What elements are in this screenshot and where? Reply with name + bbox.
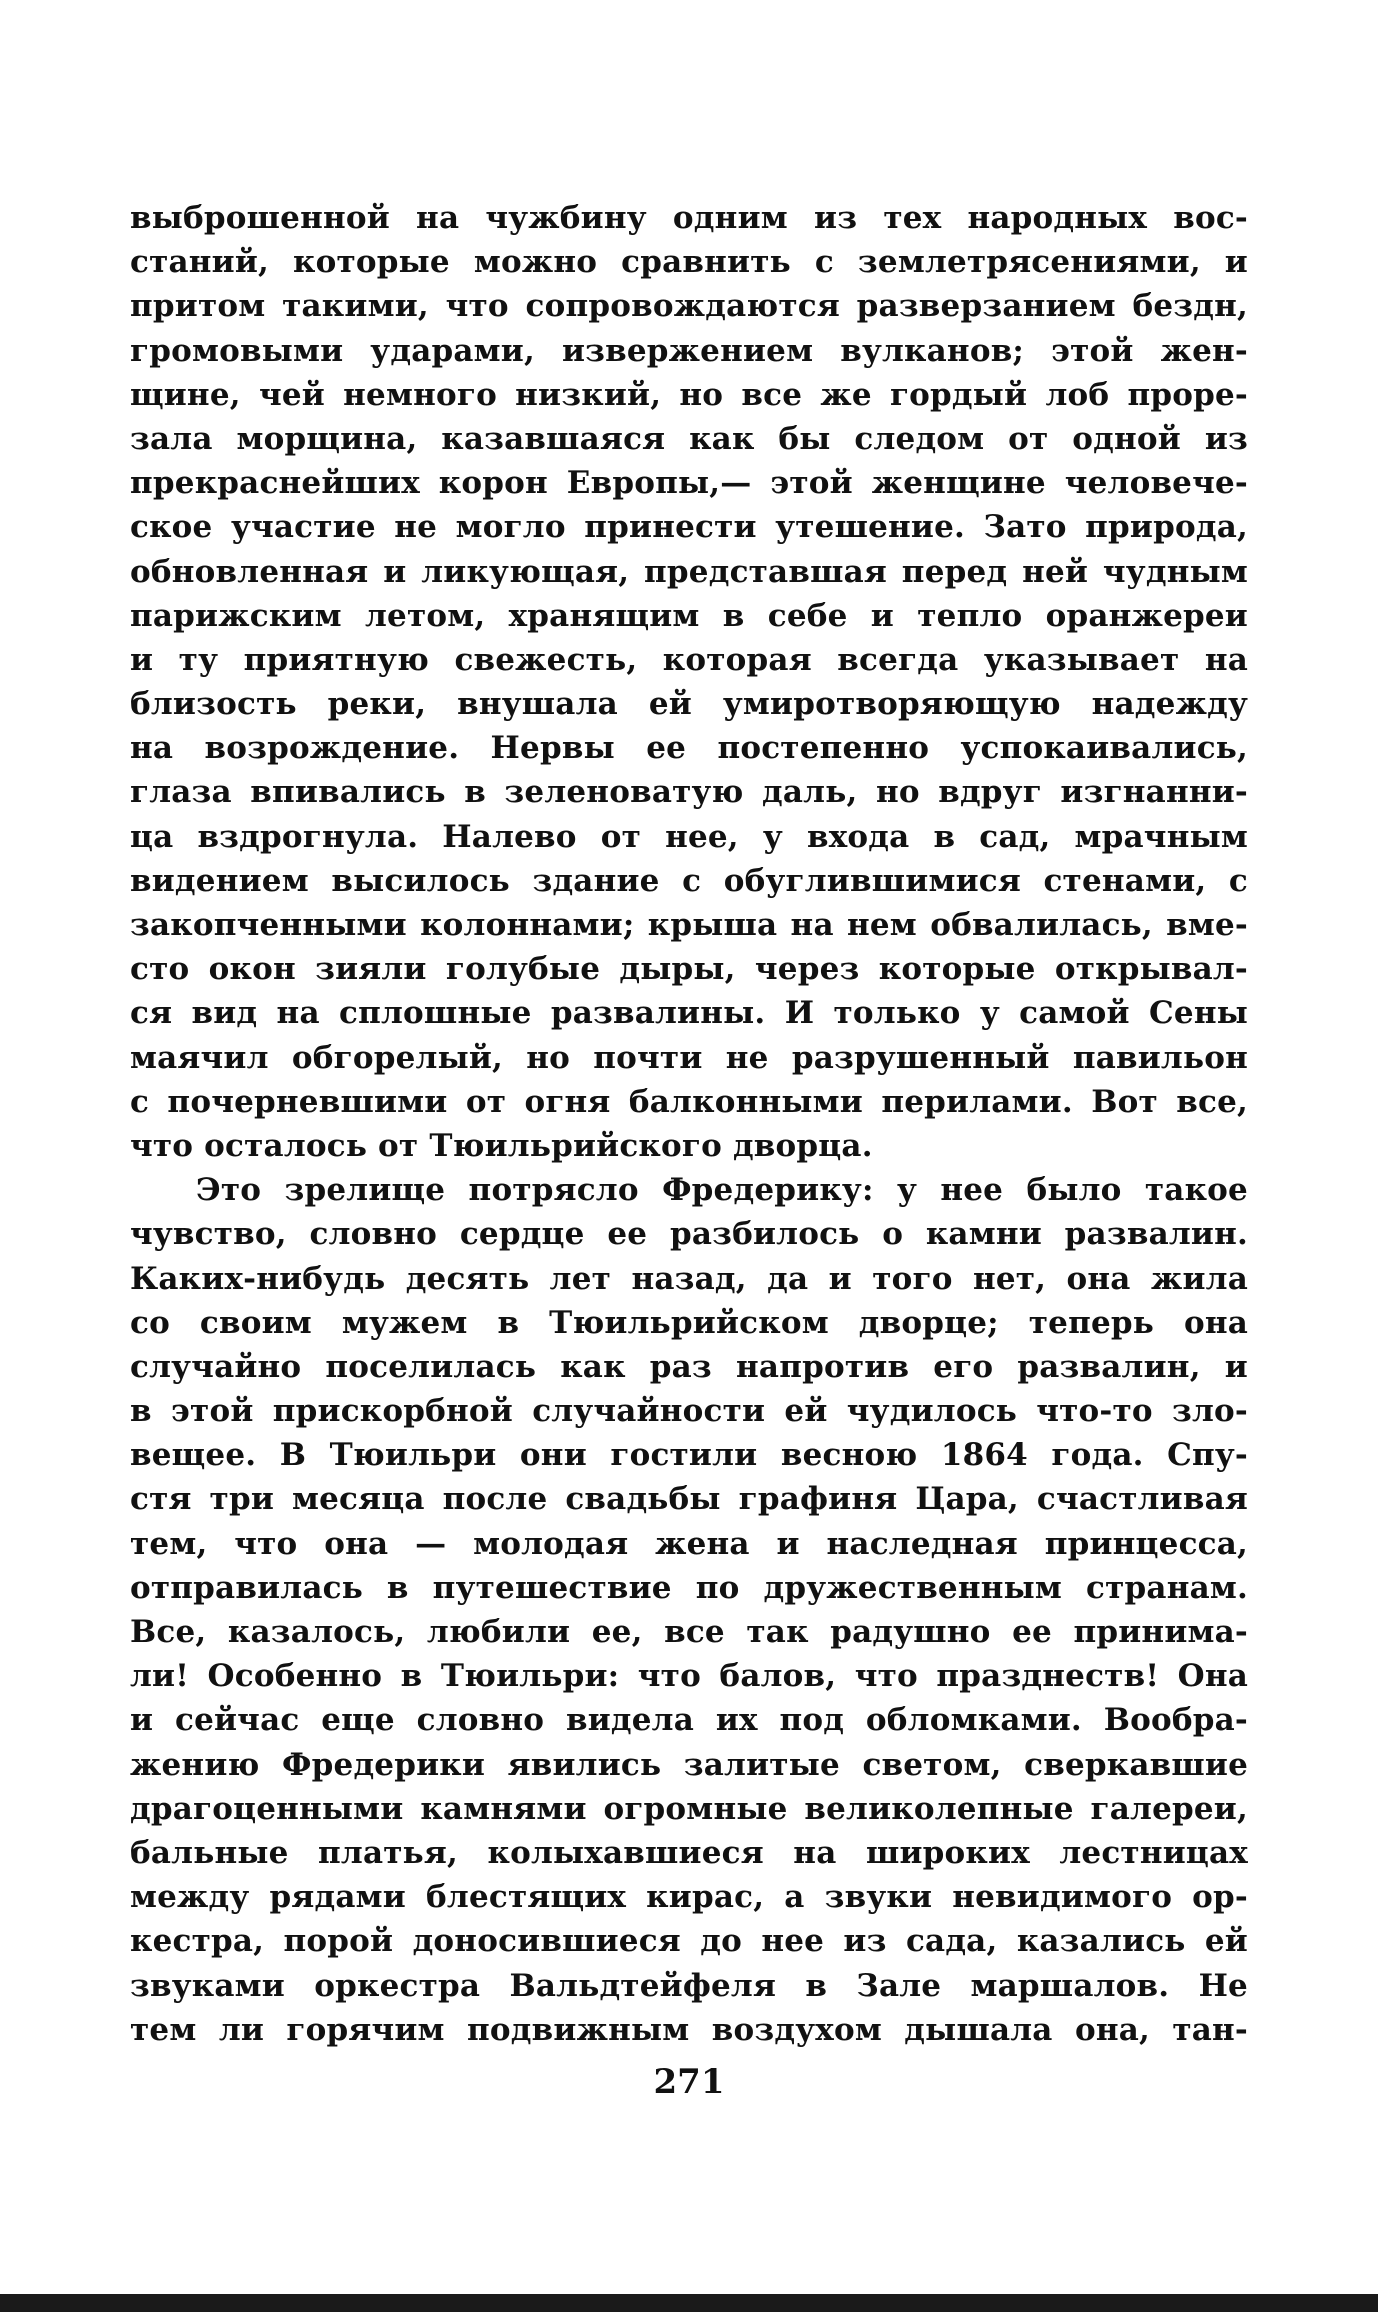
text-line: что осталось от Тюильрийского дворца. [130,1127,873,1164]
text-line: ли! Особенно в Тюильри: что балов, что празднеств! Она [130,1658,1248,1695]
text-line: со своим мужем в Тюильрийском дворце; теперь она [130,1304,1248,1341]
text-line: и ту приятную свежесть, которая всегда указывает на [130,641,1248,678]
text-line: ся вид на сплошные развалины. И только у самой Сены [130,995,1248,1032]
text-line: громовыми ударами, извержением вулканов; этой жен- [130,332,1248,369]
text-line: случайно поселилась как раз напротив его развалин, и [130,1348,1248,1385]
text-line: между рядами блестящих кирас, а звуки невидимого ор- [130,1879,1248,1916]
body-text [130,196,1248,2052]
text-line: кестра, порой доносившиеся до нее из сада, казались ей [130,1923,1248,1960]
text-line: притом такими, что сопровождаются разверзанием бездн, [130,288,1248,325]
text-line: Все, казалось, любили ее, все так радушно ее принима- [130,1614,1248,1650]
text-line: закопченными колоннами; крыша на нем обвалилась, вме- [130,907,1248,943]
text-line: щине, чей немного низкий, но все же гордый лоб проре- [130,376,1248,413]
text-line: ское участие не могло принести утешение. Зато природа, [130,509,1248,546]
text-line: тем ли горячим подвижным воздухом дышала она, тан- [130,2011,1248,2048]
text-line: бальные платья, колыхавшиеся на широких лестницах [130,1834,1248,1871]
text-line: видением высилось здание с обуглившимися стенами, с [130,862,1248,899]
text-line: маячил обгорелый, но почти не разрушенный павильон [130,1039,1248,1076]
text-line: зала морщина, казавшаяся как бы следом от одной из [130,420,1248,457]
text-line: прекраснейших корон Европы,— этой женщине человече- [130,465,1248,502]
text-line: станий, которые можно сравнить с землетрясениями, и [130,244,1248,281]
text-line: выброшенной на чужбину одним из тех народных вос- [130,200,1248,236]
text-line: жению Фредерики явились залитые светом, сверкавшие [130,1746,1248,1783]
text-line: отправилась в путешествие по дружественным странам. [130,1569,1248,1606]
text-line: парижским летом, хранящим в себе и тепло оранжереи [130,597,1248,634]
paragraph [130,196,1248,1168]
scan-bottom-border [0,2294,1378,2312]
text-line: сто окон зияли голубые дыры, через которые открывал- [130,951,1248,988]
text-line: стя три месяца после свадьбы графиня Цара, счастливая [130,1481,1248,1518]
text-line: глаза впивались в зеленоватую даль, но вдруг изгнанни- [130,774,1248,811]
paragraph [130,1168,1248,2052]
text-line: с почерневшими от огня балконными перилами. Вот все, [130,1083,1248,1120]
text-line: обновленная и ликующая, представшая перед ней чудным [130,553,1248,590]
text-line: Это зрелище потрясло Фредерику: у нее было такое [196,1172,1248,1209]
page-number: 271 [653,2062,725,2102]
text-line: Каких-нибудь десять лет назад, да и того нет, она жила [130,1260,1248,1297]
text-line: тем, что она — молодая жена и наследная принцесса, [130,1525,1248,1562]
text-line: и сейчас еще словно видела их под обломками. Вообра- [130,1702,1248,1739]
text-line: в этой прискорбной случайности ей чудилось что-то зло- [130,1393,1248,1430]
text-line: на возрождение. Нервы ее постепенно успокаивались, [130,730,1248,767]
text-line: чувство, словно сердце ее разбилось о камни развалин. [130,1216,1248,1253]
text-line: звуками оркестра Вальдтейфеля в Зале маршалов. Не [130,1967,1248,2004]
text-line: драгоценными камнями огромные великолепные галереи, [130,1790,1248,1827]
text-line: вещее. В Тюильри они гостили весною 1864 года. Спу- [130,1437,1248,1474]
text-line: близость реки, внушала ей умиротворяющую надежду [130,686,1248,723]
text-line: ца вздрогнула. Налево от нее, у входа в сад, мрачным [130,818,1248,855]
